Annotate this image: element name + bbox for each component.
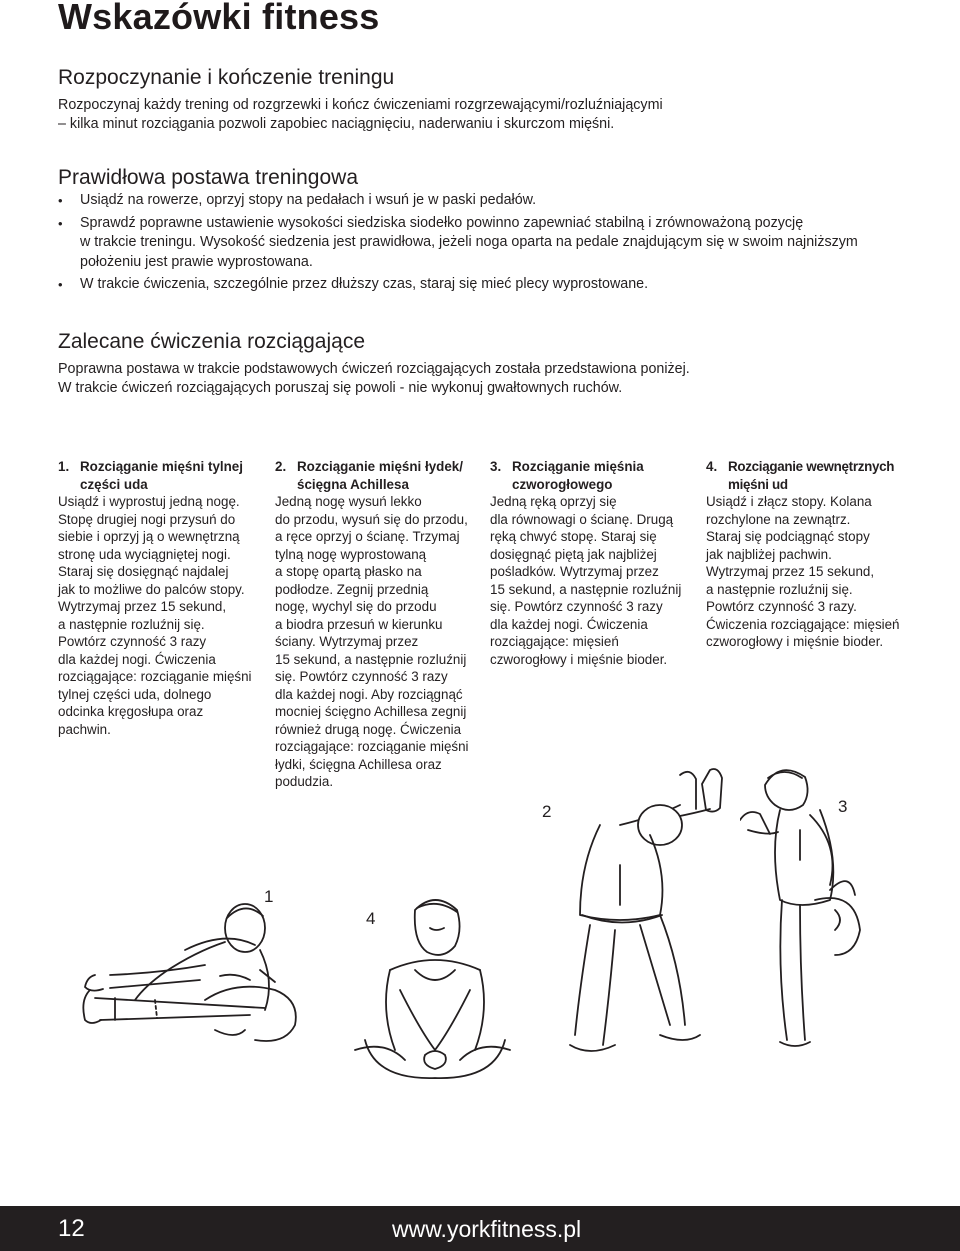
exercise-body-line: Wytrzymaj przez 15 sekund, — [58, 599, 227, 614]
exercise-body-line: Staraj się podciągnąć stopy — [706, 529, 870, 544]
exercise-title-line: mięśni ud — [728, 476, 788, 492]
figure-label-1: 1 — [264, 887, 274, 906]
exercise-body-line: mocniej ścięgno Achillesa zegnij — [275, 704, 467, 719]
exercise-1 — [58, 458, 263, 738]
exercise-body-line: dosięgnąć piętą jak najbliżej — [490, 546, 657, 562]
section-heading-stretching: Zalecane ćwiczenia rozciągające — [58, 330, 365, 353]
exercise-body — [275, 493, 480, 791]
exercise-body-line: się. Powtórz czynność 3 razy — [490, 599, 663, 614]
bullet-line: • Usiądź na rowerze, oprzyj stopy na pedałach i wsuń je w paski pedałów. — [80, 192, 537, 208]
exercise-heading — [275, 458, 480, 493]
exercise-body-line: a ręce oprzyj o ścianę. Trzymaj — [275, 529, 460, 544]
exercise-3 — [490, 458, 695, 668]
exercise-heading — [490, 458, 695, 493]
exercise-body-line: tylnej części uda, dolnego — [58, 686, 212, 702]
exercise-body-line: dla każdej nogi. Aby rozciągnąć — [275, 686, 463, 702]
exercise-body-line: podudzia. — [275, 774, 334, 789]
quad-stretch-illustration — [740, 760, 870, 1060]
exercise-title — [80, 458, 243, 493]
exercise-body-line: Ćwiczenia rozciągające: mięsień — [706, 616, 900, 632]
exercise-body-line: podłodze. Zegnij przednią — [275, 581, 429, 597]
exercise-body-line: czworogłowy i mięśnie bioder. — [490, 651, 668, 667]
exercise-body-line: rozciągające: mięsień — [490, 634, 619, 649]
exercise-body-line: 15 sekund, a następnie rozluźnij — [275, 651, 467, 667]
exercise-body-line: rozciągające: rozciąganie mięśni — [275, 739, 469, 754]
exercise-body-line: a biodra przesuń w kierunku — [275, 616, 443, 632]
exercise-body-line: 15 sekund, a następnie rozluźnij — [490, 581, 682, 597]
exercise-body-line: odcinka kręgosłupa oraz — [58, 704, 204, 719]
exercise-4 — [706, 458, 916, 651]
exercise-body-line: rozciągające: rozciąganie mięśni — [58, 669, 252, 684]
exercise-body-line: również drugą nogę. Ćwiczenia — [275, 721, 462, 737]
bullet-item — [58, 275, 918, 295]
paragraph-line: Poprawna postawa w trakcie podstawowych ćwiczeń rozciągających została przedstawiona poniżej. — [58, 361, 690, 377]
exercise-body-line: Jedną nogę wysuń lekko — [275, 494, 422, 509]
exercise-body — [58, 493, 263, 738]
page-title: Wskazówki fitness — [58, 0, 380, 37]
figure-label-3: 3 — [838, 797, 848, 816]
exercise-title — [297, 458, 463, 493]
exercise-body-line: Usiądź i złącz stopy. Kolana — [706, 494, 872, 509]
exercise-2 — [275, 458, 480, 791]
paragraph-line: Rozpoczynaj każdy trening od rozgrzewki i kończ ćwiczeniami rozgrzewającymi/rozluźniającymi — [58, 97, 663, 113]
exercise-body-line: stronę uda wyciągniętej nogi. — [58, 546, 231, 562]
exercise-title-line: Rozciąganie mięśni tylnej — [80, 459, 243, 474]
stretching-paragraph — [58, 360, 918, 398]
exercise-body-line: Usiądź i wyprostuj jedną nogę. — [58, 494, 240, 509]
website-link[interactable]: www.yorkfitness.pl — [392, 1216, 582, 1242]
exercise-body-line: pośladków. Wytrzymaj przez — [490, 564, 659, 579]
exercise-body-line: tylną nogę wyprostowaną — [275, 546, 427, 562]
exercise-body-line: a stopę opartą płasko na — [275, 564, 422, 579]
exercise-body-line: a następnie rozluźnij się. — [706, 581, 853, 597]
exercise-body-line: Powtórz czynność 3 razy. — [706, 599, 857, 614]
exercise-body-line: jak to możliwe do palców stopy. — [58, 581, 245, 597]
exercise-body-line: Staraj się dosięgnąć najdalej — [58, 564, 229, 579]
bullet-item — [58, 191, 918, 211]
exercise-body-line: łydki, ścięgna Achillesa oraz — [275, 756, 442, 772]
bullet-line: • Sprawdź poprawne ustawienie wysokości siedziska siodełko powinno zapewniać stabilną i zrównoważoną pozycję — [80, 214, 804, 231]
exercise-title-line: Rozciąganie mięśnia — [512, 459, 644, 474]
paragraph-line: – kilka minut rozciągania pozwoli zapobiec naciągnięciu, naderwaniu i skurczom mięśni. — [58, 116, 615, 132]
exercise-number: 2. — [275, 459, 287, 474]
exercise-body-line: nogę, wychyl się do przodu — [275, 599, 437, 614]
posture-bullet-list — [58, 191, 918, 298]
exercise-body-line: a następnie rozluźnij się. — [58, 616, 205, 632]
calf-stretch-illustration — [560, 765, 735, 1075]
bullet-line: położeniu jest prawie wyprostowana. — [80, 253, 313, 270]
paragraph-line: W trakcie ćwiczeń rozciągających poruszaj się powoli - nie wykonuj gwałtownych ruchów. — [58, 380, 623, 396]
hamstring-stretch-illustration — [55, 880, 305, 1055]
exercise-title — [512, 458, 644, 493]
exercise-body-line: dla każdej nogi. Ćwiczenia — [490, 616, 648, 632]
exercise-body-line: dla każdej nogi. Ćwiczenia — [58, 651, 216, 667]
section-heading-warmup: Rozpoczynanie i kończenie treningu — [58, 66, 395, 89]
exercise-body-line: Stopę drugiej nogi przysuń do — [58, 511, 236, 527]
exercise-heading — [58, 458, 263, 493]
exercise-title-line: Rozciąganie mięśni łydek/ — [297, 459, 463, 474]
exercise-title-line: Rozciąganie wewnętrznych — [728, 459, 895, 474]
exercise-body-line: Jedną ręką oprzyj się — [490, 494, 617, 509]
figure-label-2: 2 — [542, 802, 552, 821]
exercise-body-line: czworogłowy i mięśnie bioder. — [706, 634, 884, 649]
bullet-line: w trakcie treningu. Wysokość siedzenia jest prawidłowa, jeżeli noga oparta na pedale znajdującym się w swoim najniższym — [80, 234, 858, 250]
exercise-number: 4. — [706, 459, 718, 474]
exercise-body-line: dla równowagi o ścianę. Drugą — [490, 511, 674, 527]
exercise-body-line: ściany. Wytrzymaj przez — [275, 634, 419, 649]
bullet-item — [58, 214, 918, 273]
exercise-body — [490, 493, 695, 668]
section-heading-posture: Prawidłowa postawa treningowa — [58, 166, 358, 189]
exercise-body-line: się. Powtórz czynność 3 razy — [275, 669, 448, 684]
warmup-paragraph — [58, 96, 918, 134]
exercise-body-line: do przodu, wysuń się do przodu, — [275, 511, 468, 527]
exercise-body-line: rozchylone na zewnątrz. — [706, 511, 851, 527]
figure-label-4: 4 — [366, 909, 376, 928]
exercise-body-line: siebie i oprzyj ją o wewnętrzną — [58, 529, 240, 544]
exercise-heading — [706, 458, 916, 493]
exercise-body — [706, 493, 916, 651]
exercise-body-line: pachwin. — [58, 721, 111, 737]
exercise-title-line: części uda — [80, 476, 148, 492]
exercise-number: 3. — [490, 459, 502, 474]
exercise-title-line: czworogłowego — [512, 476, 613, 492]
bullet-line: • W trakcie ćwiczenia, szczególnie przez dłuższy czas, staraj się mieć plecy wyprostowane. — [80, 276, 649, 292]
exercise-body-line: Wytrzymaj przez 15 sekund, — [706, 564, 875, 579]
exercise-title — [728, 458, 894, 493]
exercise-body-line: jak najbliżej pachwin. — [706, 546, 832, 562]
exercise-body-line: Powtórz czynność 3 razy — [58, 634, 207, 649]
exercise-number: 1. — [58, 459, 70, 474]
footer-bar — [0, 1206, 960, 1251]
inner-thigh-stretch-illustration — [345, 890, 520, 1090]
exercise-body-line: ręką chwyć stopę. Staraj się — [490, 529, 657, 544]
page-number: 12 — [58, 1215, 85, 1242]
exercise-title-line: ścięgna Achillesa — [297, 476, 409, 492]
